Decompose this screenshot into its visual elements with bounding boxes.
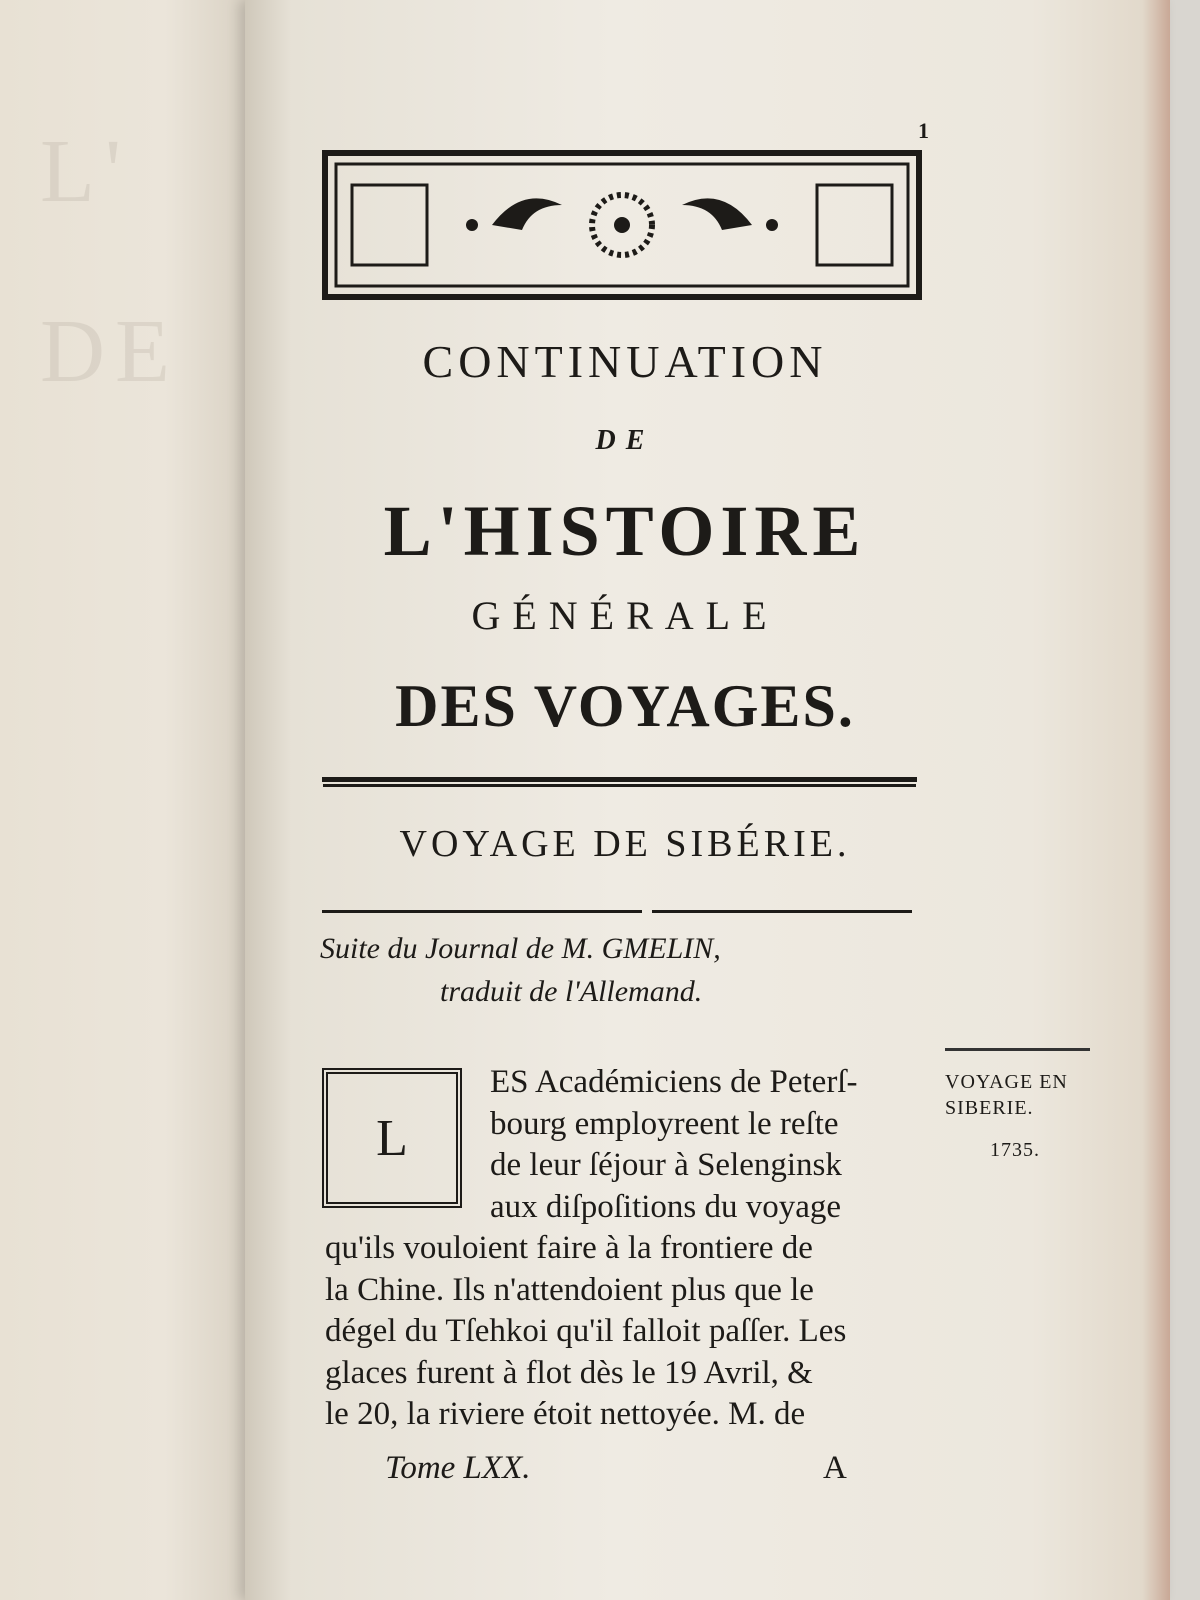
title-line-continuation: CONTINUATION bbox=[422, 336, 828, 387]
body-line: de leur ſéjour à Selenginsk bbox=[490, 1147, 842, 1183]
margin-note-year: 1735. bbox=[990, 1139, 1040, 1161]
section-title: VOYAGE DE SIBÉRIE. bbox=[399, 823, 851, 865]
rule-divider-left bbox=[322, 910, 642, 913]
title-line-histoire: L'HISTOIRE bbox=[383, 491, 867, 571]
show-through-text: DE bbox=[40, 302, 180, 401]
body-line: la Chine. Ils n'attendoient plus que le bbox=[325, 1271, 814, 1308]
volume-label: Tome LXX. bbox=[385, 1450, 531, 1486]
show-through-text: L' bbox=[40, 122, 132, 221]
body-line: qu'ils vouloient faire à la frontiere de bbox=[325, 1230, 813, 1266]
ornamental-drop-cap: L bbox=[322, 1068, 462, 1208]
margin-note-line-1: VOYAGE EN bbox=[945, 1071, 1068, 1093]
margin-rule bbox=[945, 1048, 1090, 1051]
subtitle-line-1: Suite du Journal de M. GMELIN, bbox=[320, 932, 721, 965]
body-line: aux diſpoſitions du voyage bbox=[490, 1188, 842, 1225]
body-line: bourg employreent le reſte bbox=[490, 1105, 839, 1142]
margin-note-line-2: SIBERIE. bbox=[945, 1097, 1034, 1119]
margin-note bbox=[945, 1048, 1095, 1163]
facing-page bbox=[0, 0, 275, 1600]
body-line: glaces furent à flot dès le 19 Avril, & bbox=[325, 1354, 813, 1391]
page-number: 1 bbox=[918, 118, 929, 143]
title-line-generale: GÉNÉRALE bbox=[471, 593, 779, 638]
body-line: le 20, la riviere étoit nettoyée. M. de bbox=[325, 1396, 806, 1432]
body-text bbox=[325, 1062, 940, 1436]
subtitle-line-2: traduit de l'Allemand. bbox=[440, 975, 703, 1008]
title-line-voyages: DES VOYAGES. bbox=[395, 673, 855, 739]
double-rule-divider bbox=[322, 777, 917, 782]
body-line: dégel du Tſehkoi qu'il falloit paſſer. Les bbox=[325, 1313, 847, 1349]
decorative-headpiece-ornament bbox=[322, 150, 922, 300]
rule-divider-right bbox=[652, 910, 912, 913]
body-line: ES Académiciens de Peterſ- bbox=[490, 1064, 858, 1100]
title-line-de: DE bbox=[595, 425, 655, 456]
signature-mark: A bbox=[823, 1450, 847, 1486]
